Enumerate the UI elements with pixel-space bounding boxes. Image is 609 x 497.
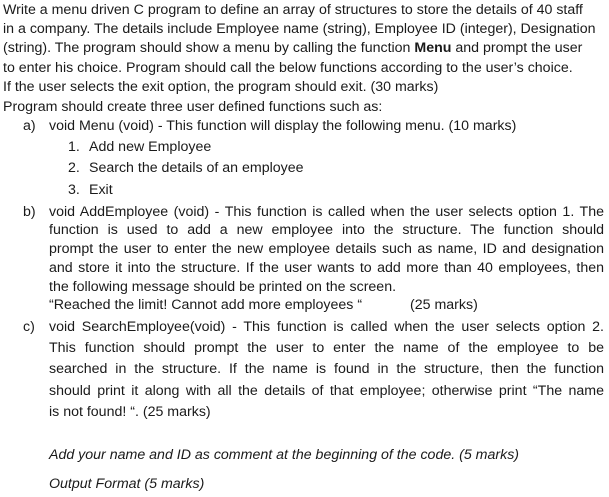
intro-line-4: to enter his choice. Program should call the below functions according to the user’s choice. — [3, 60, 573, 76]
intro-line-1: Write a menu driven C program to define an array of structures to store the details of 40 staff — [3, 2, 583, 18]
item-b-line-3: prompt the user to enter the new employee details such as name, ID and designation — [49, 241, 604, 257]
item-c-line-2: This function should prompt the user to enter the name of the employee to be — [49, 340, 604, 356]
item-b-line-4: and store it into the structure. If the user wants to add more than 40 employees, then — [49, 260, 604, 276]
intro-line-5: If the user selects the exit option, the program should exit. (30 marks) — [3, 79, 439, 95]
item-a-text: void Menu (void) - This function will display the following menu. (10 marks) — [49, 118, 517, 134]
item-b-line-5: the following message should be printed on the screen. — [49, 279, 397, 295]
name-id-instruction: Add your name and ID as comment at the beginning of the code. (5 marks) — [49, 447, 520, 463]
item-c-line-1: void SearchEmployee(void) - This function is called when the user selects option 2. — [49, 319, 604, 335]
item-b-line-2: function is used to add a new employee into the structure. The function should — [49, 222, 604, 238]
item-c-marker: c) — [23, 319, 35, 335]
limit-message: “Reached the limit! Cannot add more employees “ — [49, 297, 363, 313]
menu-item-1-label: Add new Employee — [89, 139, 212, 155]
item-b-line-1: void AddEmployee (void) - This function is called when the user selects option 1. The — [49, 204, 604, 220]
intro-line-6: Program should create three user defined functions such as: — [3, 99, 383, 115]
intro-line-3-post: and prompt the user — [451, 40, 583, 56]
item-a-marker: a) — [23, 118, 36, 134]
item-c-line-4: should print it along with all the details of that employee; otherwise print “The name — [49, 383, 604, 399]
item-b-marks: (25 marks) — [410, 297, 478, 313]
menu-item-1-number: 1. — [68, 139, 80, 155]
menu-item-3-number: 3. — [68, 182, 80, 198]
menu-item-2-label: Search the details of an employee — [89, 160, 304, 176]
menu-function-name: Menu — [414, 40, 452, 56]
output-format-instruction: Output Format (5 marks) — [49, 476, 205, 492]
intro-line-2: in a company. The details include Employee name (string), Employee ID (integer), Designation — [3, 21, 596, 37]
intro-line-3-pre: (string). The program should show a menu by calling the function — [3, 40, 415, 56]
item-b-marker: b) — [23, 204, 36, 220]
item-c-last-line: is not found! “. (25 marks) — [49, 404, 211, 420]
intro-line-3 — [3, 38, 582, 58]
menu-item-3-label: Exit — [89, 182, 113, 198]
item-c-line-3: searched in the structure. If the name is found in the structure, then the function — [49, 361, 604, 377]
menu-item-2-number: 2. — [68, 160, 80, 176]
